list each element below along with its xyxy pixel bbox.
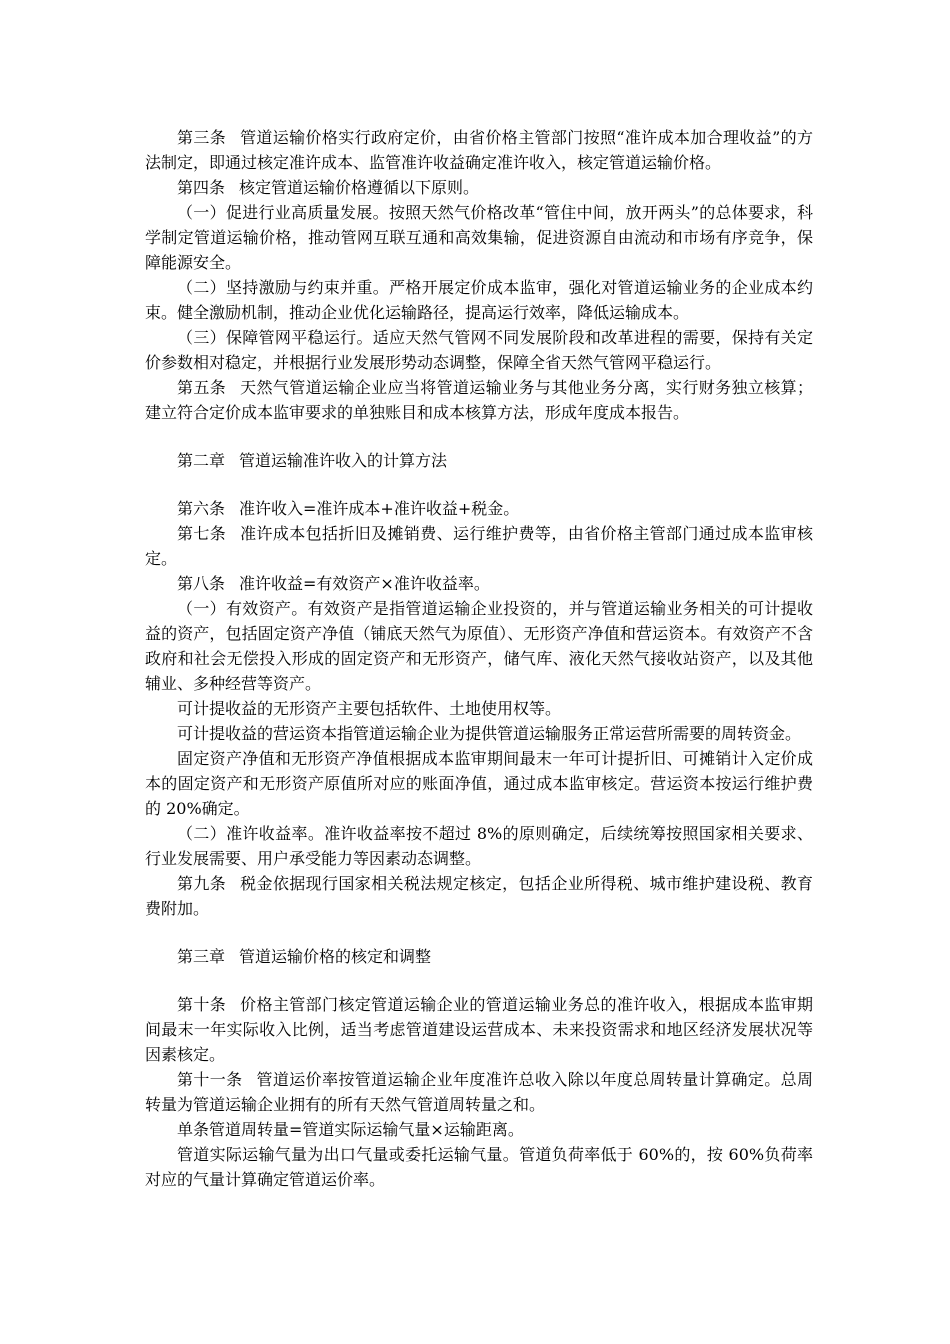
chapter-number: 第二章: [177, 451, 226, 470]
chapter-2-heading: [145, 448, 813, 473]
article-5: [145, 375, 813, 425]
article-text: 准许收入=准许成本+准许收益+税金。: [239, 499, 520, 518]
paragraph: 可计提收益的无形资产主要包括软件、土地使用权等。: [177, 699, 562, 718]
article-text: 管道运输价格实行政府定价，由省价格主管部门按照“准许成本加合理收益”的方法制定，即通过核定准许成本、监管准许收益确定准许收入，核定管道运输价格。: [145, 128, 813, 172]
paragraph: （三）保障管网平稳运行。适应天然气管网不同发展阶段和改革进程的需要，保持有关定价参数相对稳定，并根据行业发展形势动态调整，保障全省天然气管网平稳运行。: [145, 328, 813, 372]
article-6: [145, 496, 813, 521]
article-number: 第七条: [177, 524, 227, 543]
article-9: [145, 871, 813, 921]
article-10: [145, 992, 813, 1067]
article-text: 管道运价率按管道运输企业年度准许总收入除以年度总周转量计算确定。总周转量为管道运输企业拥有的所有天然气管道周转量之和。: [145, 1070, 813, 1114]
article-text: 税金依据现行国家相关税法规定核定，包括企业所得税、城市维护建设税、教育费附加。: [145, 874, 813, 918]
article-3: [145, 125, 813, 175]
paragraph: （一）有效资产。有效资产是指管道运输企业投资的，并与管道运输业务相关的可计提收益的资产，包括固定资产净值（铺底天然气为原值）、无形资产净值和营运资本。有效资产不含政府和社会无偿投入形成的固定资产和无形资产，储气库、液化天然气接收站资产，以及其他辅业、多种经营等资产。: [145, 599, 813, 693]
paragraph: 可计提收益的营运资本指管道运输企业为提供管道运输服务正常运营所需要的周转资金。: [177, 724, 802, 743]
chapter-title: 管道运输价格的核定和调整: [239, 947, 432, 966]
chapter-3-heading: [145, 944, 813, 969]
paragraph: （二）准许收益率。准许收益率按不超过 8%的原则确定，后续统筹按照国家相关要求、行业发展需要、用户承受能力等因素动态调整。: [145, 824, 813, 868]
article-text: 天然气管道运输企业应当将管道运输业务与其他业务分离，实行财务独立核算；建立符合定价成本监审要求的单独账目和成本核算方法，形成年度成本报告。: [145, 378, 813, 422]
article-number: 第五条: [177, 378, 227, 397]
paragraph: （一）促进行业高质量发展。按照天然气价格改革“管住中间，放开两头”的总体要求，科学制定管道运输价格，推动管网互联互通和高效集输，促进资源自由流动和市场有序竞争，保障能源安全。: [145, 203, 813, 272]
chapter-number: 第三章: [177, 947, 226, 966]
paragraph: 固定资产净值和无形资产净值根据成本监审期间最末一年可计提折旧、可摊销计入定价成本的固定资产和无形资产原值所对应的账面净值，通过成本监审核定。营运资本按运行维护费的 20%确定。: [145, 749, 813, 818]
article-number: 第十一条: [177, 1070, 243, 1089]
article-text: 价格主管部门核定管道运输企业的管道运输业务总的准许收入，根据成本监审期间最末一年实际收入比例，适当考虑管道建设运营成本、未来投资需求和地区经济发展状况等因素核定。: [145, 995, 813, 1064]
paragraph: 管道实际运输气量为出口气量或委托运输气量。管道负荷率低于 60%的，按 60%负荷率对应的气量计算确定管道运价率。: [145, 1145, 813, 1189]
article-11: [145, 1067, 813, 1117]
article-text: 准许成本包括折旧及摊销费、运行维护费等，由省价格主管部门通过成本监审核定。: [145, 524, 813, 568]
article-number: 第三条: [177, 128, 227, 147]
document-body: [145, 125, 813, 1192]
article-8: [145, 571, 813, 596]
article-number: 第九条: [177, 874, 227, 893]
article-4: [145, 175, 813, 200]
paragraph: 单条管道周转量=管道实际运输气量×运输距离。: [177, 1120, 524, 1139]
article-number: 第八条: [177, 574, 226, 593]
article-number: 第四条: [177, 178, 226, 197]
article-7: [145, 521, 813, 571]
article-number: 第六条: [177, 499, 226, 518]
paragraph: （二）坚持激励与约束并重。严格开展定价成本监审，强化对管道运输业务的企业成本约束。健全激励机制，推动企业优化运输路径，提高运行效率，降低运输成本。: [145, 278, 813, 322]
article-text: 准许收益=有效资产×准许收益率。: [239, 574, 490, 593]
article-number: 第十条: [177, 995, 227, 1014]
article-text: 核定管道运输价格遵循以下原则。: [239, 178, 480, 197]
chapter-title: 管道运输准许收入的计算方法: [239, 451, 448, 470]
